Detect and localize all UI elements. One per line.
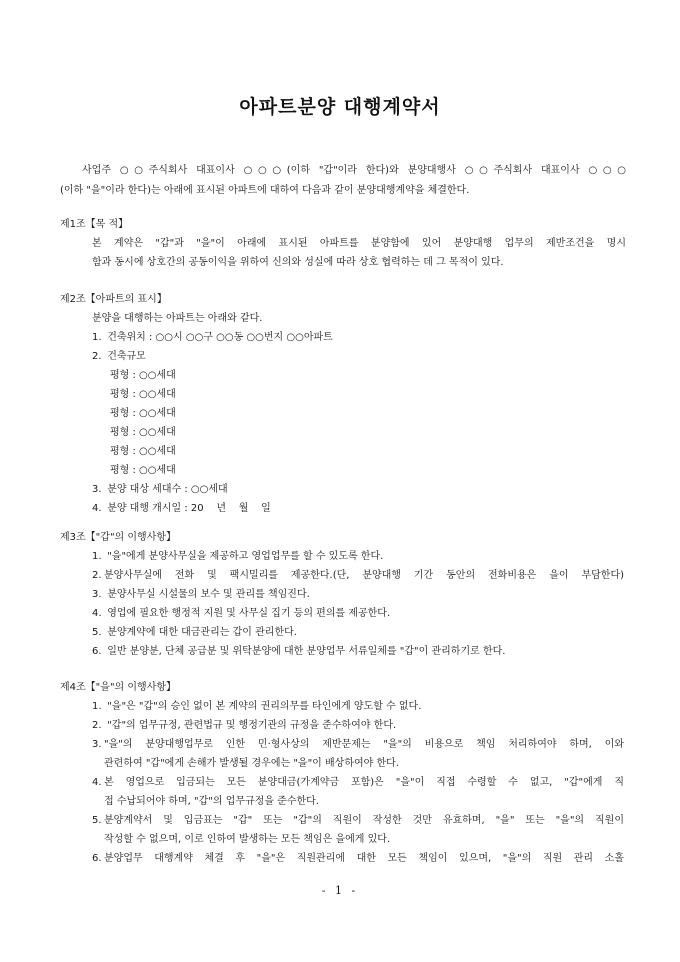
item-text: 분양업무 대행계약 체결 후 "을"은 직원관리에 대한 모든 책임이 있으며, "을"의 직원 관리 소홀 (104, 853, 624, 864)
list-item (60, 642, 626, 661)
article-heading: 제2조【아파트의 표시】 (60, 294, 167, 305)
item-text: 건축위치 : ○○시 ○○구 ○○동 ○○번지 ○○아파트 (107, 332, 333, 343)
list-item (60, 499, 626, 518)
unit-type-line: 평형 : ○○세대 (110, 465, 176, 476)
item-text: 일반 분양분, 단체 공급분 및 위탁분양에 대한 분양업무 서류일체를 "갑"이 관리하기로 한다. (107, 646, 506, 657)
item-text: 분양 대상 세대수 : ○○세대 (107, 484, 228, 495)
item-text: 본 영업으로 입금되는 모든 분양대금(가계약금 포함)은 "을"이 직접 수령할 수 없고, "갑"에게 직 (104, 777, 624, 788)
article-2 (60, 290, 626, 518)
item-text: 분양 대행 개시일 : 20 년 월 일 (107, 503, 271, 514)
item-number: 1. (92, 551, 102, 562)
intro-paragraph (60, 161, 626, 201)
unit-type-line: 평형 : ○○세대 (110, 427, 176, 438)
item-number: 5. (92, 627, 102, 638)
item-text: "을"의 분양대행업무로 인한 민·형사상의 제반문제는 "을"의 비용으로 책임 처리하여야 하며, 이와 (104, 739, 624, 750)
list-item (60, 849, 626, 868)
item-number: 6. (92, 646, 102, 657)
item-text: 영업에 필요한 행정적 지원 및 사무실 집기 등의 편의를 제공한다. (107, 608, 391, 619)
list-item (60, 773, 626, 792)
list-item (60, 697, 626, 716)
item-text: 분양사무실 시설물의 보수 및 관리를 책임진다. (107, 589, 310, 600)
item-number: 2. (92, 351, 102, 362)
list-item (60, 811, 626, 830)
item-text: "을"에게 분양사무실을 제공하고 영업업무를 할 수 있도록 한다. (107, 551, 384, 562)
page-number: - 1 - (321, 884, 359, 897)
item-number: 3. (92, 484, 102, 495)
item-number: 2. (92, 570, 102, 581)
intro-line: 사업주 ○○주식회사 대표이사 ○○○(이하 "갑"이라 한다)와 분양대행사 ○○주식회사 대표이사 ○○○ (82, 165, 626, 176)
item-text: 분양사무실에 전화 및 팩시밀리를 제공한다.(단, 분양대행 기간 동안의 전화비용은 을이 부담한다) (104, 570, 624, 581)
list-item (60, 604, 626, 623)
article-4 (60, 678, 626, 868)
list-item (60, 716, 626, 735)
item-number: 6. (92, 853, 102, 864)
list-item (60, 585, 626, 604)
article-text: 본 계약은 "갑"과 "을"이 아래에 표시된 아파트를 분양함에 있어 분양대행 업무의 제반조건을 명시 (92, 238, 626, 249)
unit-type-line: 평형 : ○○세대 (110, 370, 176, 381)
item-number: 3. (92, 589, 102, 600)
item-text: 분양계약서 및 입금표는 "갑" 또는 "갑"의 직원이 작성한 것만 유효하며, "을" 또는 "을"의 직원이 (104, 815, 624, 826)
unit-type-line: 평형 : ○○세대 (110, 408, 176, 419)
list-item (60, 547, 626, 566)
list-item (60, 623, 626, 642)
item-number: 1. (92, 332, 102, 343)
item-text: "갑"의 업무규정, 관련법규 및 행정기관의 규정을 준수하여야 한다. (107, 720, 397, 731)
article-3 (60, 528, 626, 661)
item-number: 4. (92, 608, 102, 619)
item-number: 4. (92, 503, 102, 514)
intro-line: (이하 "을"이라 한다)는 아래에 표시된 아파트에 대하여 다음과 같이 분양대행계약을 체결한다. (60, 185, 470, 196)
unit-type-line: 평형 : ○○세대 (110, 389, 176, 400)
item-number: 1. (92, 701, 102, 712)
list-item (60, 347, 626, 366)
list-item (60, 480, 626, 499)
article-heading: 제1조【목 적】 (60, 219, 129, 230)
item-continuation: 접 수납되어야 하며, "갑"의 업무규정을 준수한다. (104, 796, 319, 807)
document-title: 아파트분양 대행계약서 (239, 96, 441, 118)
list-item (60, 735, 626, 754)
item-text: 분양계약에 대한 대금관리는 갑이 관리한다. (107, 627, 297, 638)
list-item (60, 328, 626, 347)
unit-type-line: 평형 : ○○세대 (110, 446, 176, 457)
article-heading: 제4조【"을"의 이행사항】 (60, 682, 177, 693)
item-continuation: 관련하여 "갑"에게 손해가 발생될 경우에는 "을"이 배상하여야 한다. (104, 758, 399, 769)
item-number: 3. (92, 739, 102, 750)
item-continuation: 작성할 수 없으며, 이로 인하여 발생하는 모든 책임은 을에게 있다. (104, 834, 391, 845)
article-heading: 제3조【"갑"의 이행사항】 (60, 532, 177, 543)
article-text: 분양을 대행하는 아파트는 아래와 같다. (92, 313, 263, 324)
item-number: 4. (92, 777, 102, 788)
article-text: 함과 동시에 상호간의 공동이익을 위하여 신의와 성실에 따라 상호 협력하는 데 그 목적이 있다. (92, 257, 504, 268)
item-text: 건축규모 (107, 351, 146, 362)
article-1 (60, 215, 626, 272)
list-item (60, 566, 626, 585)
item-text: "을"은 "갑"의 승인 없이 본 계약의 권리의무를 타인에게 양도할 수 없다. (107, 701, 422, 712)
item-number: 2. (92, 720, 102, 731)
item-number: 5. (92, 815, 102, 826)
